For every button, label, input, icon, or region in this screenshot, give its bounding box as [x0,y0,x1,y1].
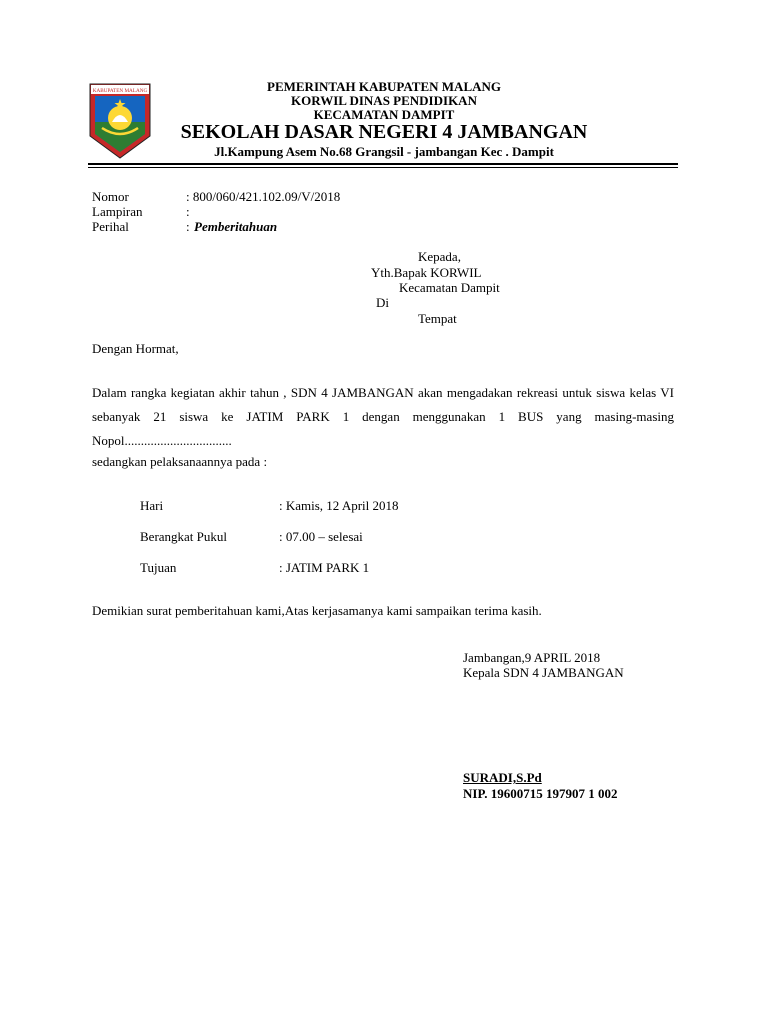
lampiran-label: Lampiran [92,204,143,219]
recipient-yth: Yth.Bapak KORWIL [371,265,482,280]
detail-tujuan-value: : JATIM PARK 1 [279,560,370,575]
detail-tujuan-label: Tujuan [140,560,177,575]
signature-name: SURADI,S.Pd [463,770,542,785]
nomor-value: : 800/060/421.102.09/V/2018 [186,189,341,204]
letterhead-school-name: SEKOLAH DASAR NEGERI 4 JAMBANGAN [180,121,588,143]
detail-hari-label: Hari [140,498,164,513]
letterhead-line-government: PEMERINTAH KABUPATEN MALANG [267,79,501,94]
letterhead-divider-thin [88,167,678,168]
signature-position: Kepala SDN 4 JAMBANGAN [463,665,624,680]
body-paragraph: Dalam rangka kegiatan akhir tahun , SDN 4 JAMBANGAN akan mengadakan rekreasi untuk siswa kelas VI sebanyak 21 siswa ke JATIM PARK 1 dengan menggunakan 1 BUS yang masing-masing Nopol................................. [92,385,674,448]
letterhead-line-kecamatan: KECAMATAN DAMPIT [313,107,455,122]
recipient-tempat: Tempat [418,311,457,326]
recipient-di: Di [376,295,389,310]
perihal-value: Pemberitahuan [194,219,278,234]
pelaksanaan-intro: sedangkan pelaksanaannya pada : [92,454,268,469]
detail-berangkat-value: : 07.00 – selesai [279,529,363,544]
perihal-label: Perihal [92,219,129,234]
signature-place-date: Jambangan,9 APRIL 2018 [463,650,601,665]
nomor-label: Nomor [92,189,129,204]
detail-berangkat-label: Berangkat Pukul [140,529,228,544]
closing-sentence: Demikian surat pemberitahuan kami,Atas kerjasamanya kami sampaikan terima kasih. [92,603,542,618]
perihal-colon: : [186,219,190,234]
recipient-kepada: Kepada, [418,249,461,264]
letterhead-address: Jl.Kampung Asem No.68 Grangsil - jambangan Kec . Dampit [214,144,554,159]
letterhead-line-korwil: KORWIL DINAS PENDIDIKAN [291,93,477,108]
recipient-kecamatan: Kecamatan Dampit [399,280,500,295]
letterhead-divider-thick [88,163,678,165]
detail-hari-value: : Kamis, 12 April 2018 [279,498,399,513]
svg-text:KABUPATEN MALANG: KABUPATEN MALANG [92,88,148,94]
salutation: Dengan Hormat, [92,341,179,356]
signature-nip: NIP. 19600715 197907 1 002 [463,786,618,801]
lampiran-value: : [186,204,190,219]
